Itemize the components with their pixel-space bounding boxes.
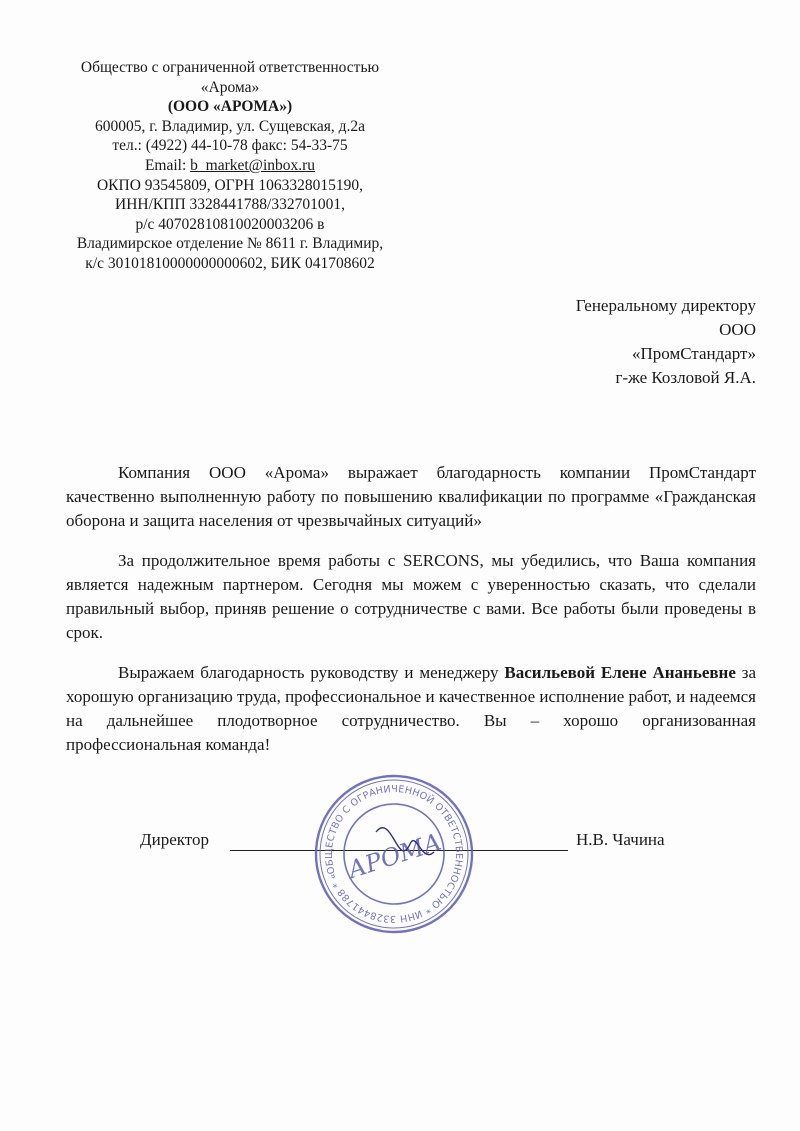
signer-title: Директор [140,830,209,849]
sender-inn: ИНН/КПП 3328441788/332701001, [115,196,345,214]
sender-address: 600005, г. Владимир, ул. Сущевская, д.2а [95,117,365,135]
sender-block [40,58,420,274]
addressee-line1: Генеральному директору [575,296,756,315]
body-paragraph-1: Компания ООО «Арома» выражает благодарность компании ПромСтандарт качественно выполненную работу по повышению квалификации по программе «Гражданская оборона и защита населения от чрезвычайных ситуаций» [66,463,756,530]
manager-name: Васильевой Елене Ананьевне [504,663,736,682]
sender-short-name: (ООО «АРОМА») [167,98,293,116]
sender-line2: «Арома» [200,78,260,96]
company-stamp [312,772,476,936]
sender-email-row [40,156,420,176]
body-paragraph-2: За продолжительное время работы с SERCONS, мы убедились, что Ваша компания является надежным партнером. Сегодня мы можем с уверенностью сказать, что сделали правильный выбор, приняв решение о сотрудничестве с вами. Все работы были проведены в срок. [66,551,756,642]
email-link[interactable]: b_market@inbox.ru [190,156,316,174]
paragraph-3-start: Выражаем благодарность руководству и менеджеру [118,663,505,682]
signer-name: Н.В. Чачина [576,830,665,849]
sender-corr: к/с 30101810000000000602, БИК 041708602 [85,254,375,272]
body-paragraph-3 [66,661,756,757]
sender-bank: Владимирское отделение № 8611 г. Владимир, [76,235,384,253]
addressee-line4: г-же Козловой Я.А. [615,368,756,387]
letter-body [66,461,756,773]
email-label: Email: [144,156,191,174]
stamp-ring-text: ОБЩЕСТВО С ОГРАНИЧЕННОЙ ОТВЕТСТВЕННОСТЬЮ * ИНН 3328441788 * «АРОМА» [323,783,465,925]
stamp-center-text: АРОМА [344,827,445,885]
addressee-block [576,294,756,390]
addressee-line3: «ПромСтандарт» [631,344,756,363]
addressee-line2: ООО [719,320,756,339]
paragraph-3-end: за хорошую организацию труда, профессиональное и качественное исполнение работ, и надеемся на дальнейшее плодотворное сотрудничество. Вы – хорошо организованная профессиональная команда! [66,663,757,754]
sender-phone: тел.: (4922) 44-10-78 факс: 54-33-75 [112,137,348,155]
sender-okpo: ОКПО 93545809, ОГРН 1063328015190, [96,176,363,194]
sender-line1: Общество с ограниченной ответственностью [80,59,380,76]
sender-account: р/с 40702810810020003206 в [135,215,325,233]
